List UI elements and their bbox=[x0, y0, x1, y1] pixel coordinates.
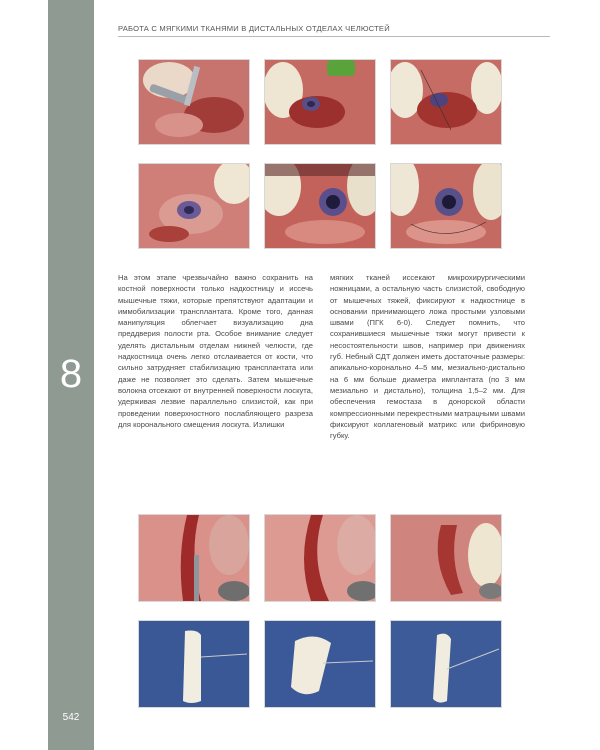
clinical-photo-4 bbox=[138, 163, 250, 249]
clinical-photo-3 bbox=[390, 59, 502, 145]
graft-photo-1 bbox=[138, 620, 250, 708]
graft-photo-3 bbox=[390, 620, 502, 708]
graft-photo-2 bbox=[264, 620, 376, 708]
clinical-photo-6 bbox=[390, 163, 502, 249]
running-title: РАБОТА С МЯГКИМИ ТКАНЯМИ В ДИСТАЛЬНЫХ ОТДЕЛАХ ЧЕЛЮСТЕЙ bbox=[118, 24, 550, 37]
clinical-photo-7 bbox=[138, 514, 250, 602]
body-text-right-column: мягких тканей иссекают микрохирургическими ножницами, а остальную часть слизистой, свободную от мышечных тяжей, фиксируют к надкостнице в основании принимающего ложа простыми узловыми швами (ПГК 6-0). Следует помнить, что сохранившиеся мышечные тяжи могут привести к несостоятельности швов, например при движениях губ. Небный СДТ должен иметь достаточные размеры: апикально-корональнo 4–5 мм, мезиально-дистально на 6 мм больше диаметра имплантата (по 3 мм мезиально и дистально), толщина 1,5–2 мм. Для обеспечения гемостаза в донорской области компрессионными перекрестными матрацными швами фиксируют коллагеновый матрикс или фибриновую губку. bbox=[330, 273, 525, 441]
chapter-number: 8 bbox=[59, 352, 83, 396]
page-number: 542 bbox=[62, 712, 80, 723]
clinical-photo-2 bbox=[264, 59, 376, 145]
clinical-photo-9 bbox=[390, 514, 502, 602]
clinical-photo-1 bbox=[138, 59, 250, 145]
clinical-photo-5 bbox=[264, 163, 376, 249]
clinical-photo-8 bbox=[264, 514, 376, 602]
body-text-left-column: На этом этапе чрезвычайно важно сохранить на костной поверхности только надкостницу и иссечь мышечные тяжи, которые препятствуют адаптации и иммобилизации трансплантата. Кроме того, данная манипуляция облегчает визуализацию дна преддверия полости рта. Особое внимание следует уделять дистальным отделам нижней челюсти, где надкостница очень легко отслаивается от кости, что сильно затрудняет стабилизацию трансплантата или даже не позволяет это сделать. Затем мышечные волокна отсекают от внутренней поверхности лоскута, удерживая лезвие параллельно слизистой, как при проведении поверхностного послабляющего разреза для корональнoго смещения лоскута. Излишки bbox=[118, 273, 313, 429]
